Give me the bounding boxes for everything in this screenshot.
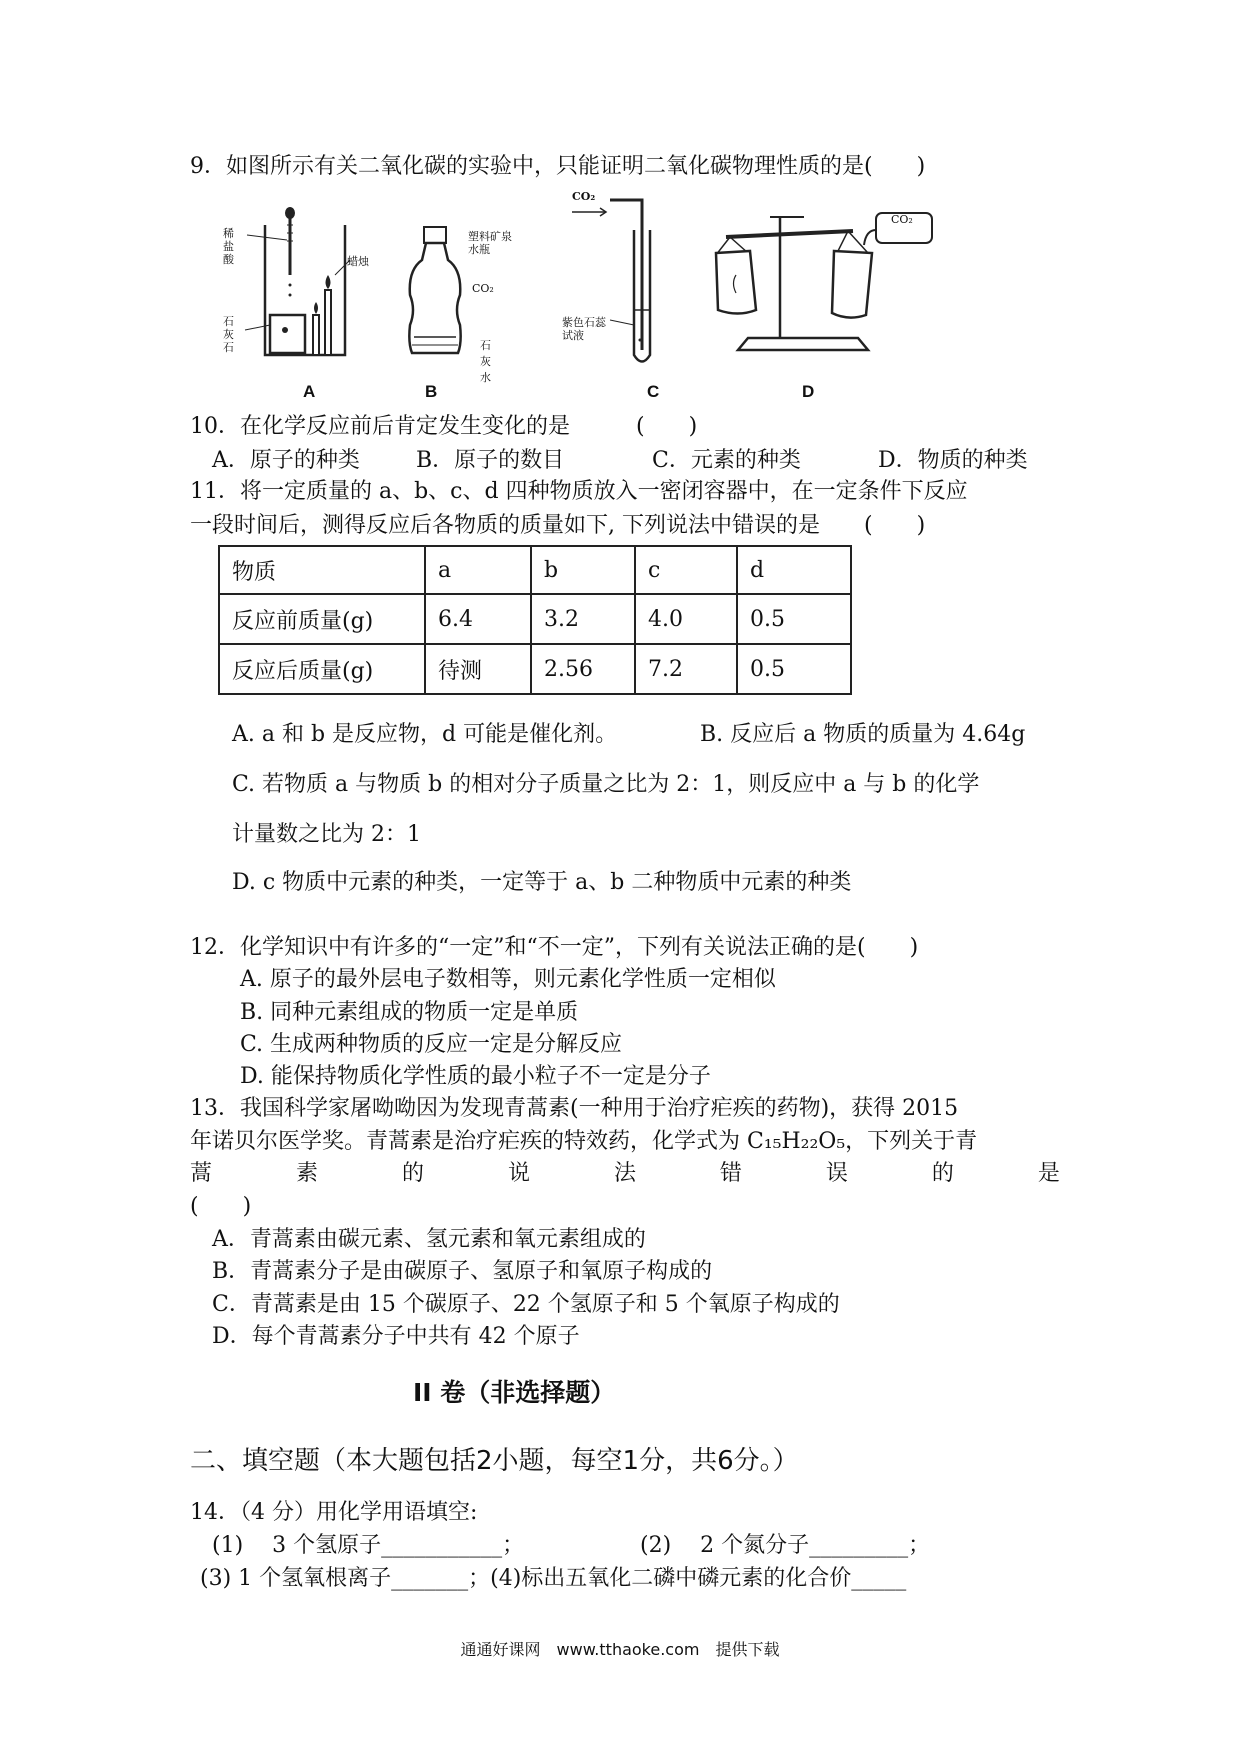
q13-line2: 年诺贝尔医学奖。青蒿素是治疗疟疾的特效药，化学式为 C₁₅H₂₂O₅，下列关于青 [190, 1129, 978, 1154]
q13-word: 的 [401, 1161, 424, 1186]
q13-option-c: C．青蒿素是由 15 个碳原子、22 个氢原子和 5 个氧原子构成的 [212, 1292, 840, 1317]
q11-option-d: D. c 物质中元素的种类，一定等于 a、b 二种物质中元素的种类 [232, 870, 852, 895]
q13-word: 法 [613, 1161, 636, 1186]
table-cell: a [425, 546, 531, 594]
q11-option-c-line1: C. 若物质 a 与物质 b 的相对分子质量之比为 2：1，则反应中 a 与 b 的化学 [232, 772, 980, 797]
q14-blank-3-4: (3) 1 个氢氧根离子_______；(4)标出五氧化二磷中磷元素的化合价_____ [200, 1566, 907, 1591]
q10-option-d: D．物质的种类 [878, 448, 1028, 473]
q13-option-d: D．每个青蒿素分子中共有 42 个原子 [212, 1324, 580, 1349]
q14-blank-1-2-left: (1) 3 个氢原子___________； [212, 1533, 525, 1558]
q13-line1: 13．我国科学家屠呦呦因为发现青蒿素(一种用于治疗疟疾的药物)，获得 2015 [190, 1096, 959, 1121]
q14-stem: 14．（4 分）用化学用语填空: [190, 1500, 478, 1525]
q11-option-c-line2: 计量数之比为 2：1 [232, 822, 421, 847]
table-header-row [219, 546, 851, 594]
figure-a-label-stone: 石灰石 [223, 315, 234, 354]
q13-line3 [190, 1159, 1060, 1189]
q13-option-b: B．青蒿素分子是由碳原子、氢原子和氧原子构成的 [212, 1259, 713, 1284]
q10-option-a: A．原子的种类 [212, 448, 360, 473]
footer-source: 通通好课网 www.tthaoke.com 提供下载 [460, 1640, 780, 1659]
q13-word: 错 [719, 1161, 742, 1186]
figure-c-letter: C [647, 382, 660, 401]
table-cell: 3.2 [531, 594, 635, 644]
figure-a-apparatus [223, 205, 369, 369]
table-cell: 反应后质量(g) [219, 644, 425, 694]
q13-word: 是 [1037, 1161, 1060, 1186]
q13-word: 素 [295, 1161, 318, 1186]
figure-b-label-gas: CO₂ [472, 282, 494, 295]
q11-option-a: A. a 和 b 是反应物，d 可能是催化剂。 [232, 722, 618, 747]
q12-option-a: A. 原子的最外层电子数相等，则元素化学性质一定相似 [240, 967, 776, 992]
q13-word: 蒿 [190, 1161, 213, 1186]
figure-d-apparatus [708, 205, 938, 364]
table-cell: 6.4 [425, 594, 531, 644]
table-cell: 4.0 [635, 594, 737, 644]
table-cell: 物质 [219, 546, 425, 594]
section-two-title: 二、填空题（本大题包括2小题，每空1分，共6分。） [190, 1446, 799, 1476]
q12-option-d: D. 能保持物质化学性质的最小粒子不一定是分子 [240, 1064, 711, 1089]
table-cell: d [737, 546, 851, 594]
figure-b-apparatus [400, 225, 512, 384]
q12-option-c: C. 生成两种物质的反应一定是分解反应 [240, 1032, 623, 1057]
table-row [219, 644, 851, 694]
q11-stem-line1: 11．将一定质量的 a、b、c、d 四种物质放入一密闭容器中，在一定条件下反应 [190, 479, 968, 504]
table-cell: 待测 [425, 644, 531, 694]
table-cell: 反应前质量(g) [219, 594, 425, 644]
figure-a-label-candle: 蜡烛 [347, 255, 369, 268]
table-cell: 2.56 [531, 644, 635, 694]
figure-a-letter: A [303, 382, 316, 401]
q11-mass-table [218, 545, 852, 695]
figure-b-label-bottle: 塑料矿泉水瓶 [468, 230, 512, 256]
q13-word: 的 [931, 1161, 954, 1186]
table-cell: 0.5 [737, 594, 851, 644]
table-row [219, 594, 851, 644]
q12-stem: 12．化学知识中有许多的“一定”和“不一定”，下列有关说法正确的是( ) [190, 935, 919, 960]
table-cell: c [635, 546, 737, 594]
q13-answer-bracket: ( ) [190, 1194, 252, 1219]
figure-c-label-gas: CO₂ [572, 190, 596, 203]
figure-d-label-gas: CO₂ [891, 213, 913, 226]
q10-stem: 10．在化学反应前后肯定发生变化的是 ( ) [190, 414, 698, 439]
figure-d-letter: D [802, 382, 815, 401]
q13-option-a: A．青蒿素由碳元素、氢元素和氧元素组成的 [212, 1227, 646, 1252]
q11-stem-line2: 一段时间后，测得反应后各物质的质量如下, 下列说法中错误的是 ( ) [190, 513, 926, 538]
q12-option-b: B. 同种元素组成的物质一定是单质 [240, 1000, 579, 1025]
figure-c-label-liquid: 紫色石蕊试液 [562, 316, 606, 342]
table-cell: b [531, 546, 635, 594]
figure-b-letter: B [425, 382, 438, 401]
figure-b-label-water: 石灰水 [480, 339, 491, 384]
figure-a-label-dropper: 稀盐酸 [223, 227, 234, 266]
q10-option-c: C．元素的种类 [652, 448, 801, 473]
figure-c-apparatus [562, 190, 660, 374]
table-cell: 0.5 [737, 644, 851, 694]
q14-blank-1-2-right: (2) 2 个氮分子_________； [640, 1533, 931, 1558]
q13-word: 说 [507, 1161, 530, 1186]
q13-word: 误 [825, 1161, 848, 1186]
q10-option-b: B．原子的数目 [416, 448, 565, 473]
q9-stem: 9．如图所示有关二氧化碳的实验中，只能证明二氧化碳物理性质的是( ) [190, 154, 926, 179]
table-cell: 7.2 [635, 644, 737, 694]
part-two-title: II 卷（非选择题） [413, 1378, 616, 1407]
q11-option-b: B. 反应后 a 物质的质量为 4.64g [700, 722, 1026, 747]
